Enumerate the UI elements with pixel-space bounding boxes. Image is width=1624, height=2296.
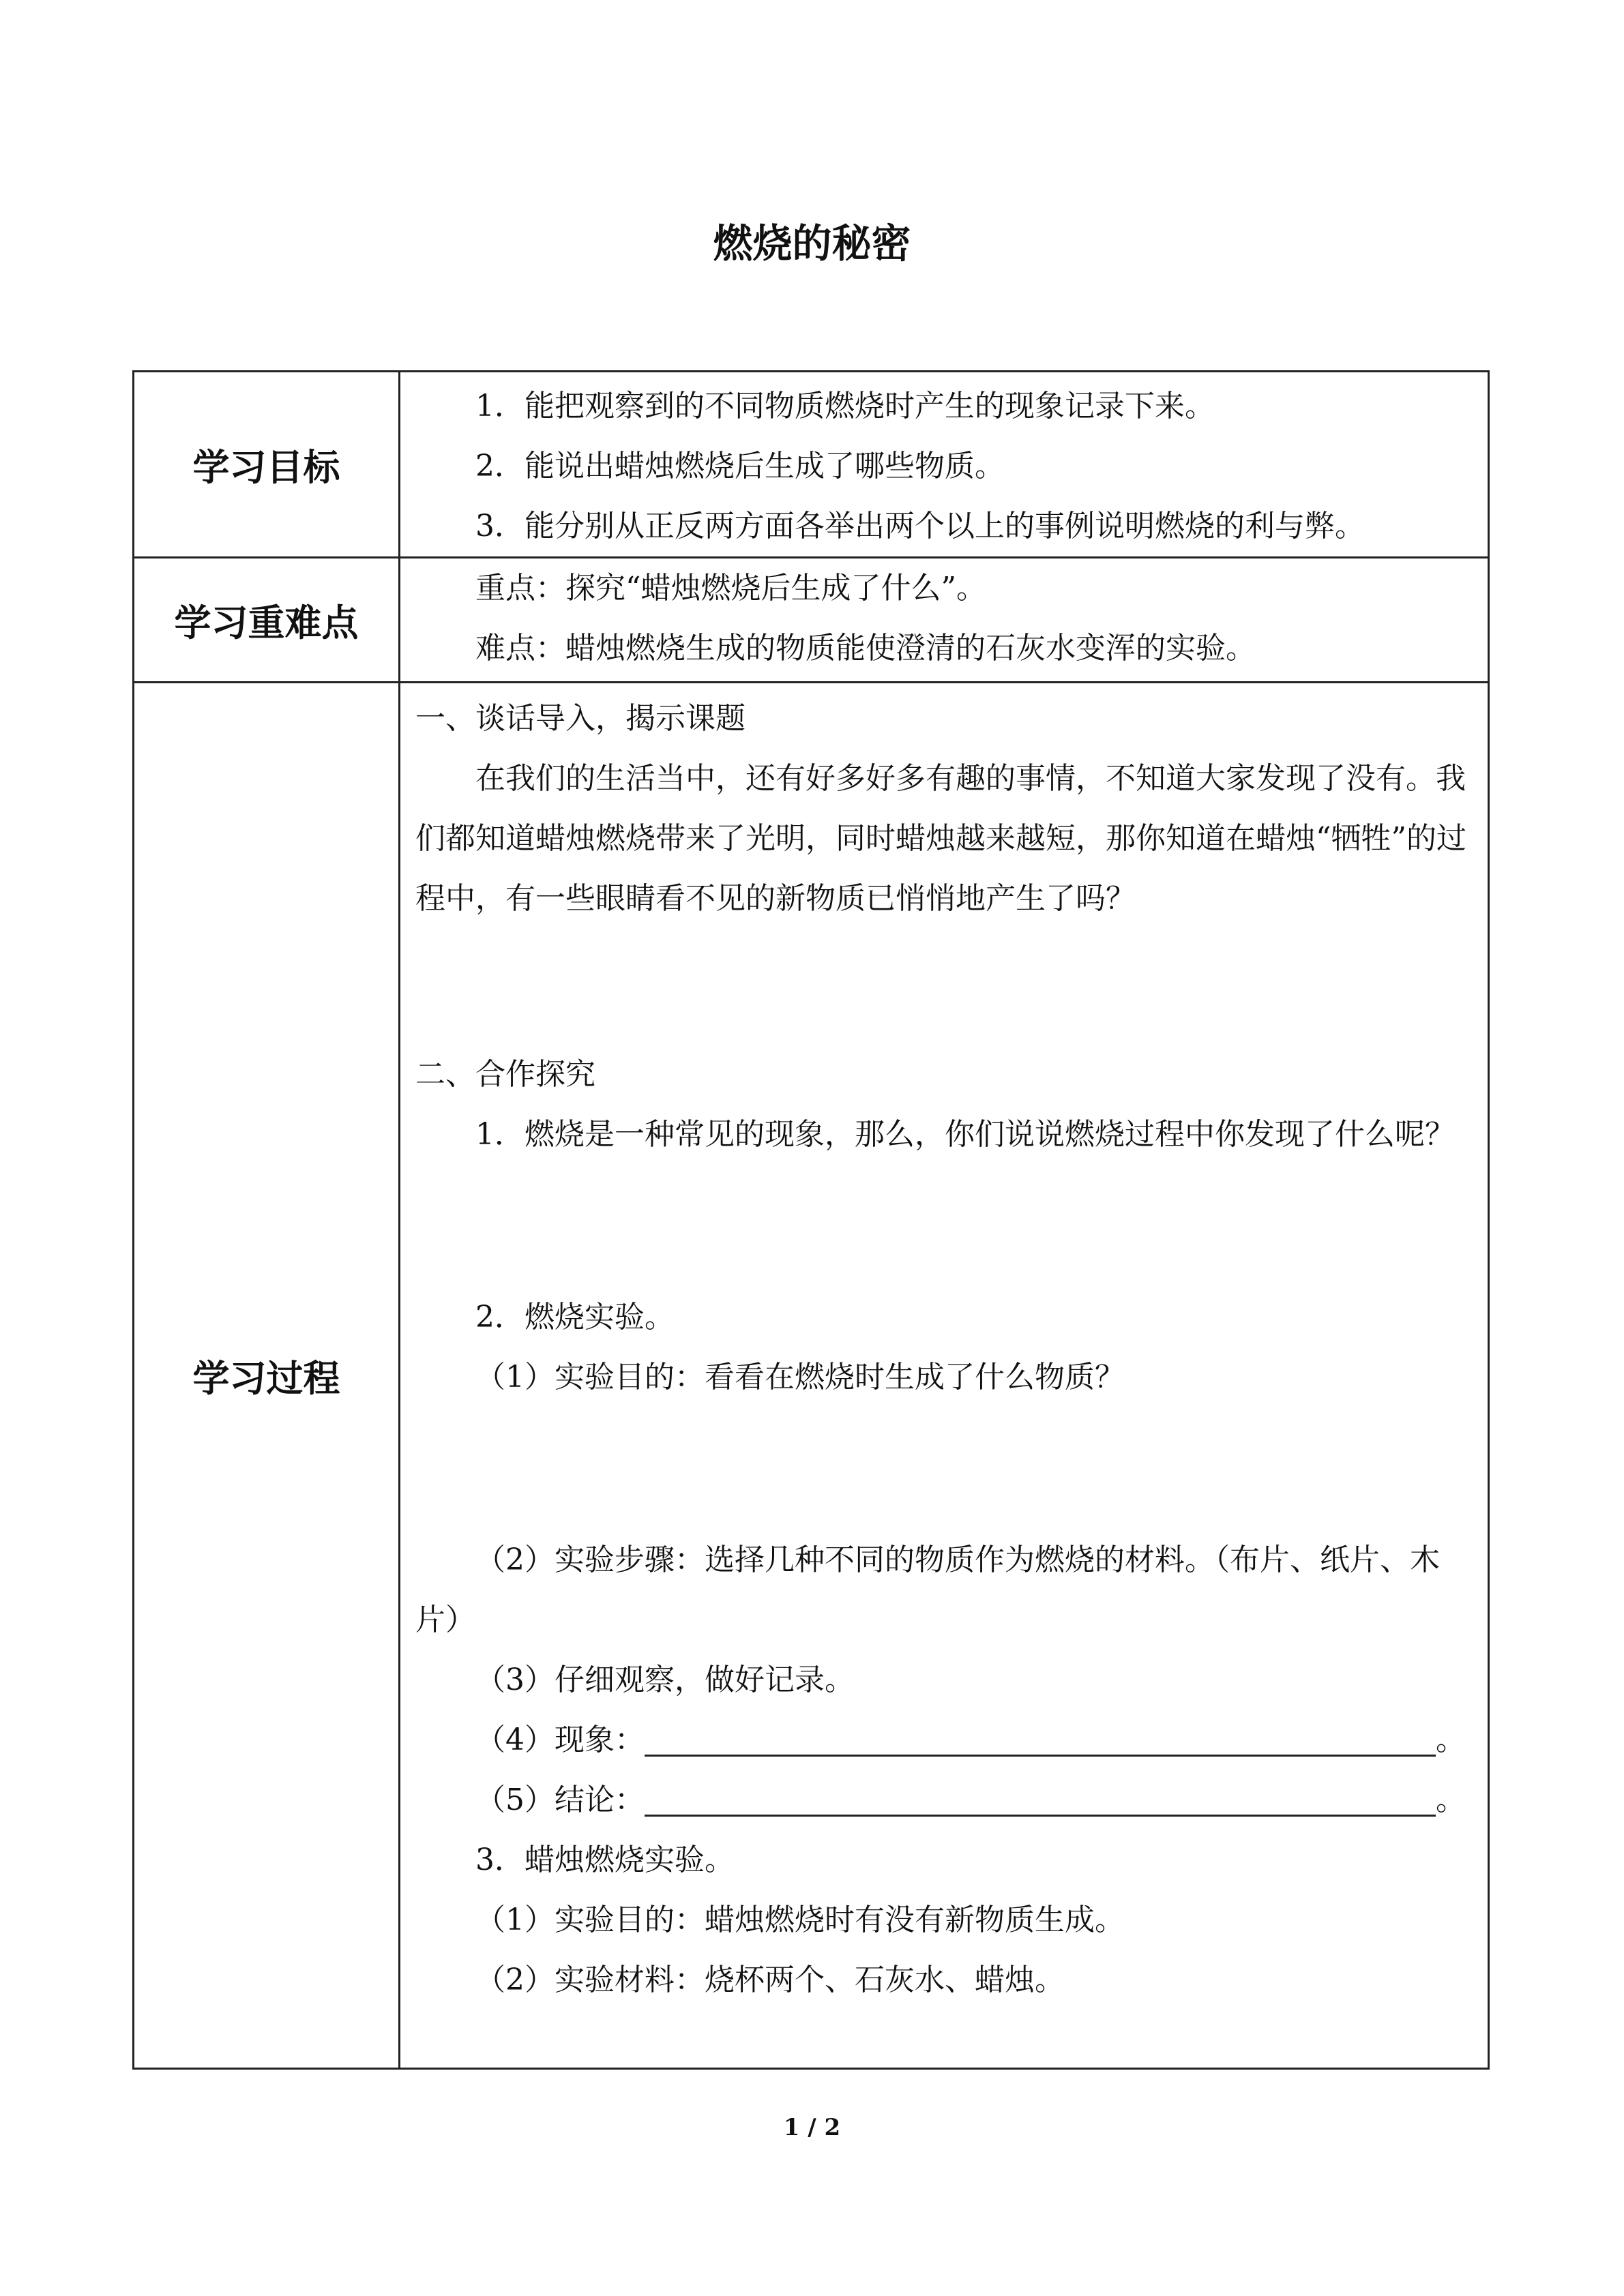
row-key-points xyxy=(134,558,1489,683)
process-label: 学习过程 xyxy=(134,683,400,2069)
goal-line-1: 1．能把观察到的不同物质燃烧时产生的现象记录下来。 xyxy=(475,389,1215,423)
key-label: 学习重难点 xyxy=(134,558,400,683)
question-2-observe: （3）仔细观察，做好记录。 xyxy=(475,1663,855,1697)
page-number: 1 / 2 xyxy=(783,2114,841,2141)
question-2: 2．燃烧实验。 xyxy=(475,1300,675,1335)
lesson-table xyxy=(132,370,1490,2070)
answer-space xyxy=(415,1165,1473,1287)
question-2-conclusion xyxy=(415,1770,1473,1830)
section-1-paragraph: 在我们的生活当中，还有好多好多有趣的事情，不知道大家发现了没有。我们都知道蜡烛燃烧带来了光明，同时蜡烛越来越短，那你知道在蜡烛“牺牲”的过程中，有一些眼睛看不见的新物质已悄悄地产生了吗？ xyxy=(415,761,1466,916)
process-content xyxy=(400,683,1489,2069)
row-process xyxy=(134,683,1489,2069)
period: 。 xyxy=(1436,1783,1466,1817)
period: 。 xyxy=(1436,1723,1466,1757)
goal-line-2: 2．能说出蜡烛燃烧后生成了哪些物质。 xyxy=(475,449,1005,483)
section-2-heading: 二、合作探究 xyxy=(415,1057,595,1092)
question-2-steps: （2）实验步骤：选择几种不同的物质作为燃烧的材料。（布片、纸片、木片） xyxy=(415,1542,1440,1637)
key-line-1: 重点：探究“蜡烛燃烧后生成了什么”。 xyxy=(475,571,986,606)
row-goals xyxy=(134,372,1489,558)
answer-space xyxy=(415,929,1473,1045)
question-3-purpose: （1）实验目的：蜡烛燃烧时有没有新物质生成。 xyxy=(475,1903,1125,1937)
question-2-phenomenon xyxy=(415,1710,1473,1770)
conclusion-blank[interactable] xyxy=(645,1780,1436,1817)
page-title: 燃烧的秘密 xyxy=(713,220,911,267)
key-line-2: 难点：蜡烛燃烧生成的物质能使澄清的石灰水变浑的实验。 xyxy=(475,631,1256,666)
conclusion-label: （5）结论： xyxy=(475,1783,645,1817)
question-3: 3．蜡烛燃烧实验。 xyxy=(475,1843,735,1877)
phenomenon-blank[interactable] xyxy=(645,1720,1436,1757)
phenomenon-label: （4）现象： xyxy=(475,1723,645,1757)
question-3-materials: （2）实验材料：烧杯两个、石灰水、蜡烛。 xyxy=(475,1963,1065,1997)
goals-content xyxy=(400,372,1489,558)
goals-label: 学习目标 xyxy=(134,372,400,558)
answer-space xyxy=(415,1407,1473,1530)
goal-line-3: 3．能分别从正反两方面各举出两个以上的事例说明燃烧的利与弊。 xyxy=(475,509,1365,543)
key-content xyxy=(400,558,1489,683)
question-2-purpose: （1）实验目的：看看在燃烧时生成了什么物质？ xyxy=(475,1360,1125,1395)
section-1-heading: 一、谈话导入，揭示课题 xyxy=(415,701,745,736)
question-1: 1．燃烧是一种常见的现象，那么，你们说说燃烧过程中你发现了什么呢？ xyxy=(475,1117,1455,1152)
